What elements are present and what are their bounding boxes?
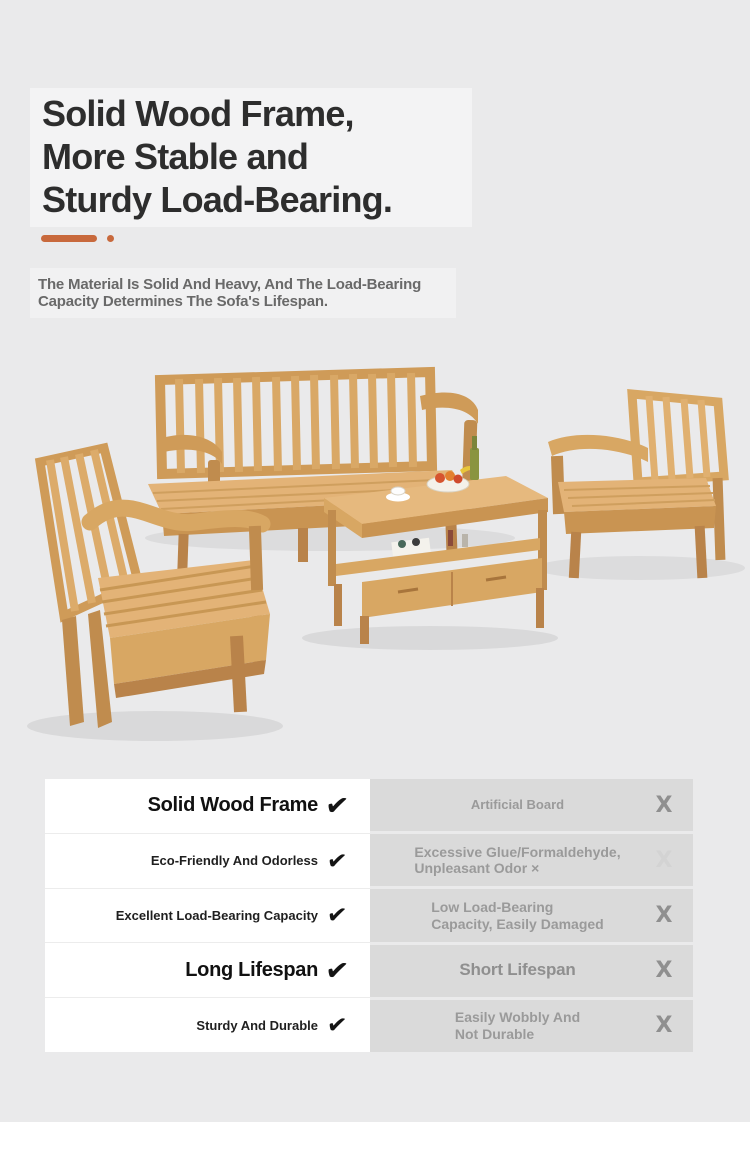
cross-icon: X	[655, 847, 673, 873]
product-photo	[0, 330, 750, 760]
pro-label: Eco-Friendly And Odorless	[150, 853, 318, 869]
con-label: Short Lifespan	[459, 960, 576, 980]
subtitle-line-1: The Material Is Solid And Heavy, And The Load-Bearing	[38, 276, 422, 293]
table-row	[370, 889, 693, 941]
table-row	[45, 834, 370, 889]
accent-dash	[41, 235, 97, 242]
accent-dot	[107, 235, 114, 242]
page-subtitle	[38, 277, 421, 310]
comparison-table	[45, 779, 693, 1052]
page-title	[42, 92, 392, 221]
title-line-2: More Stable and	[42, 136, 309, 177]
con-label: Easily Wobbly And Not Durable	[454, 1009, 581, 1042]
artificial-board-column	[370, 779, 693, 1052]
check-icon: ✔	[323, 952, 351, 988]
pro-label: Long Lifespan	[185, 958, 318, 981]
shadow	[302, 626, 558, 650]
table-row	[45, 889, 370, 944]
cross-icon: X	[655, 903, 673, 928]
solid-wood-column	[45, 779, 370, 1052]
table-row	[45, 943, 370, 998]
con-label: Low Load-Bearing Capacity, Easily Damaged	[431, 899, 604, 932]
cross-icon: X	[655, 958, 673, 984]
cross-icon: X	[655, 1013, 673, 1039]
shadow	[535, 556, 745, 580]
accent-divider	[41, 235, 114, 243]
check-icon: ✔	[325, 1010, 349, 1041]
check-icon: ✔	[325, 845, 349, 876]
check-icon: ✔	[325, 900, 349, 931]
pro-label: Sturdy And Durable	[196, 1017, 318, 1033]
pro-label: Solid Wood Frame	[147, 794, 318, 817]
title-line-3: Sturdy Load-Bearing.	[42, 179, 393, 220]
con-label: Artificial Board	[470, 796, 565, 812]
table-row	[370, 945, 693, 997]
con-label: Excessive Glue/Formaldehyde, Unpleasant Odor ×	[414, 843, 621, 877]
armchair-right	[548, 394, 725, 578]
check-icon: ✔	[323, 788, 351, 824]
pro-label: Excellent Load-Bearing Capacity	[115, 907, 318, 923]
shadow	[27, 711, 283, 741]
table-row	[370, 1000, 693, 1052]
table-row	[45, 779, 370, 834]
table-row	[370, 779, 693, 831]
table-row	[45, 998, 370, 1052]
title-line-1: Solid Wood Frame,	[42, 93, 354, 134]
bottom-white-strip	[0, 1122, 750, 1167]
subtitle-line-2: Capacity Determines The Sofa's Lifespan.	[38, 292, 328, 310]
table-row	[370, 834, 693, 886]
cross-icon: X	[655, 792, 673, 818]
